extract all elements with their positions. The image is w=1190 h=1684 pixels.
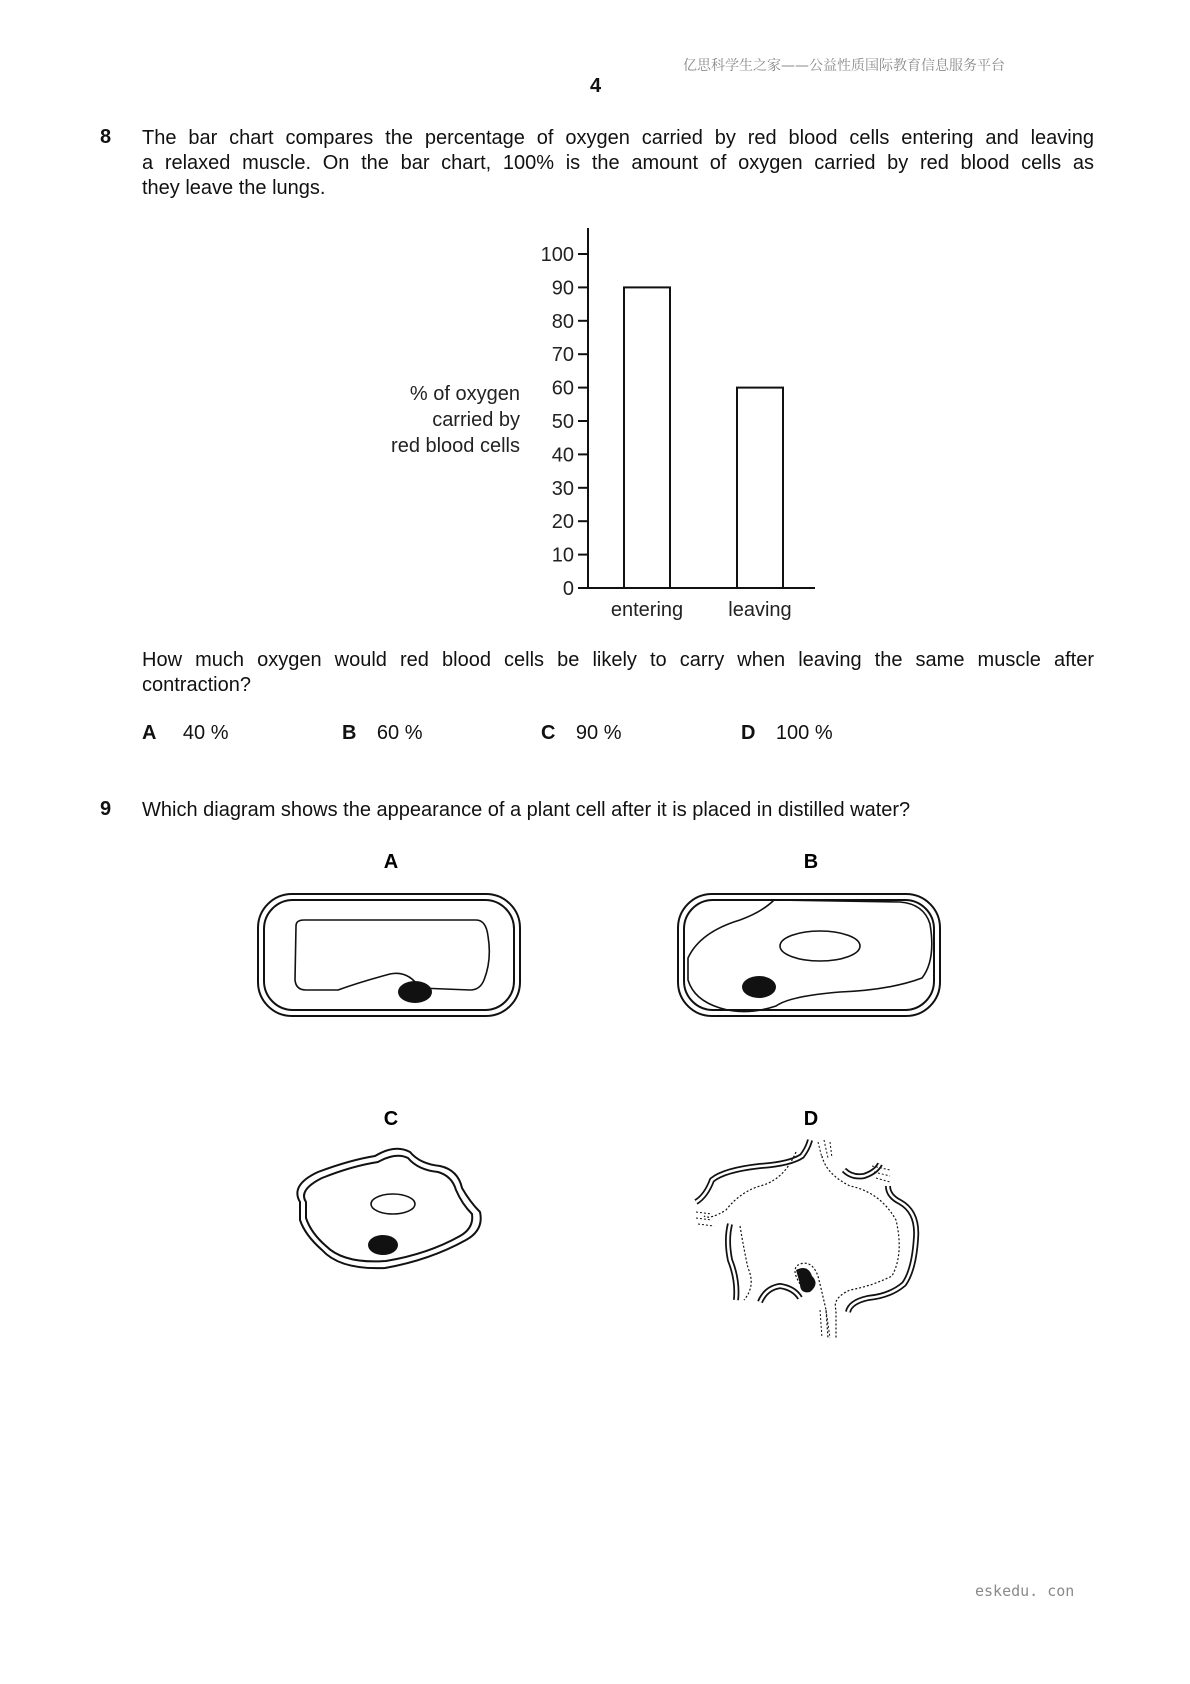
option-value: 90 % — [575, 722, 622, 744]
oxygen-bar-chart — [0, 0, 1190, 660]
option-value: 60 % — [376, 722, 423, 744]
cell-diagram-d[interactable] — [696, 1140, 916, 1338]
y-tick-label: 90 — [551, 277, 574, 300]
y-axis-label — [391, 383, 520, 457]
y-tick-label: 20 — [551, 511, 574, 534]
vacuole — [780, 931, 860, 961]
question-8-stem-line: a relaxed muscle. On the bar chart, 100% is the amount of oxygen carried by red blood cells as — [142, 152, 1094, 174]
cell-diagram-c[interactable] — [297, 1149, 480, 1268]
option-c[interactable] — [541, 722, 622, 745]
bar-leaving — [737, 388, 783, 588]
y-axis-label-line: % of oxygen — [409, 383, 520, 405]
cell-diagram-a[interactable] — [258, 894, 520, 1016]
y-tick-label: 10 — [551, 544, 574, 567]
vacuole — [371, 1194, 415, 1214]
nucleus — [796, 1268, 816, 1292]
option-letter: A — [142, 722, 157, 744]
x-category-label: leaving — [728, 599, 792, 621]
option-letter: C — [541, 722, 556, 744]
nucleus — [742, 976, 776, 998]
question-9-number: 9 — [100, 798, 112, 820]
footer-source: eskedu. con — [975, 1582, 1075, 1600]
y-tick-label: 30 — [551, 477, 574, 500]
question-8-prompt-line: contraction? — [142, 674, 251, 696]
question-8-stem-line: The bar chart compares the percentage of oxygen carried by red blood cells entering and leaving — [142, 127, 1094, 149]
option-value: 100 % — [775, 722, 833, 744]
question-8-prompt-line: How much oxygen would red blood cells be likely to carry when leaving the same muscle after — [142, 649, 1094, 671]
nucleus — [398, 981, 432, 1003]
y-tick-label: 100 — [540, 244, 574, 266]
question-9-stem: Which diagram shows the appearance of a plant cell after it is placed in distilled water? — [142, 799, 911, 821]
header-watermark: 亿思科学生之家——公益性质国际教育信息服务平台 — [683, 58, 1005, 74]
diagram-label-a: A — [383, 851, 399, 873]
x-category-label: entering — [610, 599, 684, 621]
option-letter: B — [342, 722, 357, 744]
option-value: 40 % — [182, 722, 229, 744]
cell-diagram-b[interactable] — [678, 894, 940, 1016]
option-b[interactable] — [342, 722, 423, 745]
option-a[interactable] — [142, 722, 229, 745]
y-tick-label: 50 — [551, 411, 574, 433]
question-8-prompt — [142, 648, 1094, 698]
question-8-number: 8 — [100, 126, 112, 148]
diagram-label-d: D — [803, 1108, 819, 1130]
option-d[interactable] — [741, 722, 833, 745]
option-letter: D — [741, 722, 756, 744]
y-tick-label: 40 — [551, 444, 574, 467]
page-number: 4 — [590, 75, 602, 97]
diagram-label-b: B — [803, 851, 819, 873]
y-tick-label: 70 — [551, 344, 574, 367]
plant-cell-diagrams — [0, 840, 1190, 1360]
y-tick-label: 0 — [562, 578, 574, 600]
y-tick-label: 60 — [551, 377, 574, 400]
nucleus — [368, 1235, 398, 1255]
question-8-stem-line: they leave the lungs. — [142, 177, 326, 199]
bar-entering — [624, 287, 670, 588]
y-axis-label-line: carried by — [432, 409, 520, 431]
y-tick-label: 80 — [551, 310, 574, 333]
diagram-label-c: C — [383, 1108, 399, 1130]
y-axis-label-line: red blood cells — [391, 435, 520, 457]
